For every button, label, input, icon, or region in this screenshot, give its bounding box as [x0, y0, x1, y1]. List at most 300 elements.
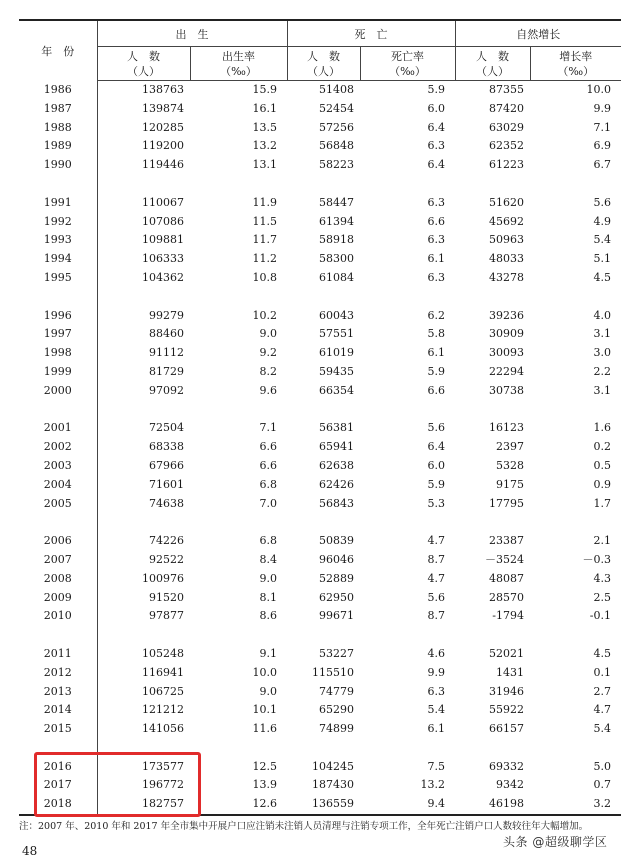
- birth-rate-cell: 8.4: [259, 552, 277, 566]
- spacer-cell: [19, 401, 97, 420]
- spacer-cell: [97, 288, 190, 307]
- birth-rate-header: 出生率 （‰）: [190, 47, 287, 81]
- growth-rate-cell: 2.2: [593, 364, 611, 378]
- spacer-cell: [190, 288, 287, 307]
- death-rate-cell: 6.4: [427, 440, 445, 454]
- year-cell: 1991: [19, 194, 97, 213]
- growth-rate-cell: 0.5: [593, 458, 611, 472]
- year-cell: 2012: [19, 664, 97, 683]
- births-cell: 107086: [142, 214, 184, 228]
- births-cell: 109881: [142, 233, 184, 247]
- birth-rate-cell: 13.5: [252, 120, 277, 134]
- growth-rate-header: 增长率 （‰）: [530, 47, 621, 81]
- spacer-cell: [19, 175, 97, 194]
- deaths-cell: 62950: [319, 590, 354, 604]
- death-rate-cell: 6.0: [427, 101, 445, 115]
- spacer-cell: [287, 175, 360, 194]
- table-row: [19, 758, 621, 777]
- deaths-cell: 51408: [319, 83, 354, 96]
- growth-cell: 5328: [496, 458, 524, 472]
- page-number: 48: [22, 844, 38, 858]
- spacer-cell: [360, 739, 455, 758]
- growth-cell: 61223: [489, 158, 524, 172]
- table-row: [19, 269, 621, 288]
- births-cell: 116941: [142, 665, 184, 679]
- deaths-cell: 56848: [319, 139, 354, 153]
- growth-rate-cell: 3.1: [593, 383, 611, 397]
- table-row: [19, 664, 621, 683]
- table-row: [19, 100, 621, 119]
- spacer-cell: [360, 513, 455, 532]
- growth-cell: 45692: [489, 214, 524, 228]
- death-rate-cell: 6.1: [427, 252, 445, 266]
- growth-cell: 87355: [489, 83, 524, 96]
- year-cell: 1995: [19, 269, 97, 288]
- spacer-cell: [287, 401, 360, 420]
- death-rate-cell: 5.4: [427, 703, 445, 717]
- year-cell: 1996: [19, 307, 97, 326]
- births-cell: 104362: [142, 270, 184, 284]
- growth-cell: 28570: [489, 590, 524, 604]
- year-cell: 2009: [19, 589, 97, 608]
- growth-cell: 17795: [489, 496, 524, 510]
- births-cell: 68338: [149, 440, 184, 454]
- births-cell: 67966: [149, 458, 184, 472]
- growth-cell: 9175: [496, 477, 524, 491]
- year-cell: 2013: [19, 683, 97, 702]
- death-rate-cell: 5.3: [427, 496, 445, 510]
- table-row: [19, 776, 621, 795]
- birth-rate-cell: 11.2: [252, 252, 277, 266]
- death-rate-cell: 6.6: [427, 383, 445, 397]
- growth-rate-cell: -0.1: [589, 609, 611, 623]
- death-rate-cell: 9.4: [427, 797, 445, 811]
- birth-rate-cell: 10.8: [252, 270, 277, 284]
- deaths-cell: 59435: [319, 364, 354, 378]
- deaths-cell: 66354: [319, 383, 354, 397]
- growth-rate-cell: 4.5: [593, 270, 611, 284]
- death-rate-cell: 6.4: [427, 120, 445, 134]
- birth-rate-cell: 13.2: [252, 139, 277, 153]
- spacer-cell: [97, 175, 190, 194]
- year-cell: 1998: [19, 344, 97, 363]
- table-row: [19, 438, 621, 457]
- births-cell: 97877: [149, 609, 184, 623]
- deaths-cell: 61019: [319, 346, 354, 360]
- deaths-cell: 52454: [319, 101, 354, 115]
- deaths-cell: 58447: [319, 195, 354, 209]
- spacer-cell: [19, 288, 97, 307]
- spacer-cell: [360, 401, 455, 420]
- death-rate-cell: 5.6: [427, 590, 445, 604]
- deaths-cell: 62426: [319, 477, 354, 491]
- growth-rate-cell: 5.1: [593, 252, 611, 266]
- birth-rate-cell: 6.8: [259, 534, 277, 548]
- table-row: [19, 119, 621, 138]
- deaths-cell: 115510: [312, 665, 354, 679]
- spacer-cell: [530, 513, 621, 532]
- table-row: [19, 589, 621, 608]
- death-rate-cell: 4.7: [427, 571, 445, 585]
- birth-rate-cell: 9.1: [259, 646, 277, 660]
- death-rate-cell: 6.3: [427, 270, 445, 284]
- births-cell: 138763: [142, 83, 184, 96]
- growth-rate-cell: 5.0: [593, 759, 611, 773]
- year-cell: 2000: [19, 382, 97, 401]
- year-cell: 1990: [19, 156, 97, 175]
- year-cell: 1988: [19, 119, 97, 138]
- year-cell: 2006: [19, 532, 97, 551]
- birth-rate-cell: 9.0: [259, 327, 277, 341]
- table-row: [19, 720, 621, 739]
- year-cell: 1997: [19, 325, 97, 344]
- deaths-cell: 58300: [319, 252, 354, 266]
- growth-cell: 48033: [489, 252, 524, 266]
- year-cell: 2005: [19, 495, 97, 514]
- spacer-cell: [97, 626, 190, 645]
- growth-cell: 22294: [489, 364, 524, 378]
- births-cell: 92522: [149, 552, 184, 566]
- deaths-group-header: 死 亡: [287, 20, 455, 47]
- deaths-cell: 74779: [319, 684, 354, 698]
- growth-rate-cell: 6.7: [593, 158, 611, 172]
- growth-cell: 52021: [489, 646, 524, 660]
- growth-rate-cell: 5.4: [593, 233, 611, 247]
- birth-rate-cell: 6.8: [259, 477, 277, 491]
- births-cell: 119446: [142, 158, 184, 172]
- spacer-cell: [190, 175, 287, 194]
- deaths-cell: 61084: [319, 270, 354, 284]
- death-rate-cell: 5.8: [427, 327, 445, 341]
- year-cell: 2014: [19, 701, 97, 720]
- births-cell: 99279: [149, 308, 184, 322]
- deaths-cell: 57551: [319, 327, 354, 341]
- birth-rate-cell: 16.1: [252, 101, 277, 115]
- growth-rate-cell: 2.7: [593, 684, 611, 698]
- table-row: [19, 476, 621, 495]
- growth-rate-cell: 5.6: [593, 195, 611, 209]
- deaths-cell: 56843: [319, 496, 354, 510]
- birth-rate-cell: 8.2: [259, 364, 277, 378]
- spacer-cell: [97, 739, 190, 758]
- year-cell: 1994: [19, 250, 97, 269]
- growth-rate-cell: 4.7: [593, 703, 611, 717]
- birth-rate-cell: 15.9: [252, 83, 277, 96]
- growth-rate-cell: 4.3: [593, 571, 611, 585]
- birth-rate-cell: 6.6: [259, 458, 277, 472]
- spacer-cell: [530, 626, 621, 645]
- birth-rate-cell: 7.1: [259, 421, 277, 435]
- growth-cell: -1794: [492, 609, 524, 623]
- births-cell: 106725: [142, 684, 184, 698]
- spacer-cell: [190, 739, 287, 758]
- death-rate-cell: 6.3: [427, 684, 445, 698]
- growth-rate-cell: 2.5: [593, 590, 611, 604]
- growth-cell: 87420: [489, 101, 524, 115]
- growth-cell: 50963: [489, 233, 524, 247]
- births-group-header: 出 生: [97, 20, 287, 47]
- death-rate-cell: 8.7: [427, 552, 445, 566]
- table-row: [19, 81, 621, 100]
- births-cell: 91520: [149, 590, 184, 604]
- year-cell: 1989: [19, 137, 97, 156]
- birth-rate-cell: 11.9: [252, 195, 277, 209]
- group-spacer: [19, 175, 621, 194]
- deaths-cell: 53227: [319, 646, 354, 660]
- table-row: [19, 363, 621, 382]
- growth-cell: 48087: [489, 571, 524, 585]
- growth-rate-cell: 3.2: [593, 797, 611, 811]
- spacer-cell: [190, 626, 287, 645]
- spacer-cell: [455, 626, 530, 645]
- deaths-cell: 61394: [319, 214, 354, 228]
- table-row: [19, 344, 621, 363]
- table-row: [19, 231, 621, 250]
- table-row: [19, 213, 621, 232]
- spacer-cell: [360, 175, 455, 194]
- year-cell: 2011: [19, 645, 97, 664]
- growth-cell: 30909: [489, 327, 524, 341]
- growth-rate-cell: －0.3: [582, 552, 611, 566]
- death-rate-cell: 13.2: [420, 778, 445, 792]
- table-row: [19, 457, 621, 476]
- year-cell: 2016: [19, 758, 97, 777]
- birth-rate-cell: 8.1: [259, 590, 277, 604]
- births-cell: 196772: [142, 778, 184, 792]
- death-rate-cell: 4.6: [427, 646, 445, 660]
- year-cell: 1986: [19, 81, 97, 100]
- growth-cell: 30093: [489, 346, 524, 360]
- birth-rate-cell: 11.6: [252, 722, 277, 736]
- table-row: [19, 607, 621, 626]
- growth-rate-cell: 1.6: [593, 421, 611, 435]
- spacer-cell: [530, 739, 621, 758]
- growth-cell: 51620: [489, 195, 524, 209]
- births-cell: 100976: [142, 571, 184, 585]
- births-cell: 173577: [142, 759, 184, 773]
- table-row: [19, 683, 621, 702]
- births-cell: 72504: [149, 421, 184, 435]
- growth-cell: 31946: [489, 684, 524, 698]
- growth-cell: 66157: [489, 722, 524, 736]
- spacer-cell: [97, 513, 190, 532]
- growth-cell: 63029: [489, 120, 524, 134]
- death-rate-cell: 6.3: [427, 195, 445, 209]
- deaths-cell: 99671: [319, 609, 354, 623]
- deaths-cell: 136559: [312, 797, 354, 811]
- births-cell: 110067: [142, 195, 184, 209]
- growth-rate-cell: 2.1: [593, 534, 611, 548]
- birth-rate-cell: 10.0: [252, 665, 277, 679]
- deaths-count-header: 人 数 （人）: [287, 47, 360, 81]
- birth-rate-cell: 7.0: [259, 496, 277, 510]
- table-row: [19, 570, 621, 589]
- growth-cell: 16123: [489, 421, 524, 435]
- births-cell: 141056: [142, 722, 184, 736]
- births-cell: 71601: [149, 477, 184, 491]
- deaths-cell: 57256: [319, 120, 354, 134]
- natural-growth-group-header: 自然增长: [455, 20, 621, 47]
- table-row: [19, 532, 621, 551]
- year-cell: 2003: [19, 457, 97, 476]
- table-row: [19, 645, 621, 664]
- spacer-cell: [287, 739, 360, 758]
- growth-rate-cell: 4.9: [593, 214, 611, 228]
- spacer-cell: [530, 175, 621, 194]
- birth-rate-cell: 13.1: [252, 158, 277, 172]
- death-rate-cell: 6.3: [427, 139, 445, 153]
- growth-rate-cell: 4.0: [593, 308, 611, 322]
- table-row: [19, 325, 621, 344]
- group-spacer: [19, 739, 621, 758]
- table-row: [19, 795, 621, 815]
- year-cell: 2008: [19, 570, 97, 589]
- birth-rate-cell: 12.5: [252, 759, 277, 773]
- table-row: [19, 137, 621, 156]
- growth-cell: 9342: [496, 778, 524, 792]
- deaths-cell: 187430: [312, 778, 354, 792]
- spacer-cell: [455, 401, 530, 420]
- growth-cell: 30738: [489, 383, 524, 397]
- year-cell: 2017: [19, 776, 97, 795]
- year-cell: 2004: [19, 476, 97, 495]
- deaths-cell: 50839: [319, 534, 354, 548]
- death-rate-cell: 5.9: [427, 477, 445, 491]
- births-cell: 81729: [149, 364, 184, 378]
- footnote: 注：2007 年、2010 年和 2017 年全市集中开展户口应注销未注销人员清理与注销专项工作，全年死亡注销户口人数较往年大幅增加。: [19, 821, 589, 832]
- deaths-cell: 56381: [319, 421, 354, 435]
- birth-rate-cell: 13.9: [252, 778, 277, 792]
- spacer-cell: [287, 513, 360, 532]
- birth-rate-cell: 9.0: [259, 571, 277, 585]
- deaths-cell: 52889: [319, 571, 354, 585]
- table-body: [19, 81, 621, 816]
- births-cell: 106333: [142, 252, 184, 266]
- growth-cell: 39236: [489, 308, 524, 322]
- growth-cell: 1431: [496, 665, 524, 679]
- spacer-cell: [455, 513, 530, 532]
- year-cell: 2010: [19, 607, 97, 626]
- deaths-cell: 58223: [319, 158, 354, 172]
- growth-cell: 69332: [489, 759, 524, 773]
- deaths-cell: 74899: [319, 722, 354, 736]
- births-cell: 119200: [142, 139, 184, 153]
- death-rate-header: 死亡率 （‰）: [360, 47, 455, 81]
- death-rate-cell: 6.4: [427, 158, 445, 172]
- group-spacer: [19, 626, 621, 645]
- spacer-cell: [455, 175, 530, 194]
- deaths-cell: 60043: [319, 308, 354, 322]
- year-cell: 2015: [19, 720, 97, 739]
- year-cell: 2002: [19, 438, 97, 457]
- year-cell: 2001: [19, 419, 97, 438]
- birth-rate-cell: 9.0: [259, 684, 277, 698]
- spacer-cell: [190, 513, 287, 532]
- death-rate-cell: 5.9: [427, 83, 445, 96]
- table-row: [19, 250, 621, 269]
- deaths-cell: 65290: [319, 703, 354, 717]
- growth-rate-cell: 0.2: [593, 440, 611, 454]
- death-rate-cell: 6.3: [427, 233, 445, 247]
- birth-rate-cell: 12.6: [252, 797, 277, 811]
- deaths-cell: 58918: [319, 233, 354, 247]
- birth-rate-cell: 10.2: [252, 308, 277, 322]
- growth-count-header: 人 数 （人）: [455, 47, 530, 81]
- year-cell: 1993: [19, 231, 97, 250]
- growth-rate-cell: 4.5: [593, 646, 611, 660]
- births-cell: 120285: [142, 120, 184, 134]
- spacer-cell: [360, 626, 455, 645]
- spacer-cell: [190, 401, 287, 420]
- table-row: [19, 382, 621, 401]
- growth-cell: －3524: [485, 552, 524, 566]
- death-rate-cell: 6.0: [427, 458, 445, 472]
- spacer-cell: [287, 288, 360, 307]
- growth-cell: 23387: [489, 534, 524, 548]
- spacer-cell: [455, 288, 530, 307]
- growth-rate-cell: 3.1: [593, 327, 611, 341]
- spacer-cell: [19, 626, 97, 645]
- birth-rate-cell: 11.7: [252, 233, 277, 247]
- birth-rate-cell: 8.6: [259, 609, 277, 623]
- group-spacer: [19, 401, 621, 420]
- death-rate-cell: 8.7: [427, 609, 445, 623]
- growth-rate-cell: 5.4: [593, 722, 611, 736]
- births-count-header: 人 数 （人）: [97, 47, 190, 81]
- spacer-cell: [530, 288, 621, 307]
- births-cell: 91112: [149, 346, 184, 360]
- growth-rate-cell: 10.0: [586, 83, 611, 96]
- year-cell: 1992: [19, 213, 97, 232]
- spacer-cell: [19, 513, 97, 532]
- year-cell: 2018: [19, 795, 97, 815]
- spacer-cell: [97, 401, 190, 420]
- growth-rate-cell: 7.1: [593, 120, 611, 134]
- death-rate-cell: 9.9: [427, 665, 445, 679]
- death-rate-cell: 6.1: [427, 722, 445, 736]
- births-cell: 74638: [149, 496, 184, 510]
- births-cell: 182757: [142, 797, 184, 811]
- growth-cell: 62352: [489, 139, 524, 153]
- growth-cell: 46198: [489, 797, 524, 811]
- growth-cell: 55922: [489, 703, 524, 717]
- year-cell: 2007: [19, 551, 97, 570]
- year-header: 年 份: [19, 20, 97, 81]
- growth-rate-cell: 0.9: [593, 477, 611, 491]
- growth-rate-cell: 0.7: [593, 778, 611, 792]
- spacer-cell: [530, 401, 621, 420]
- table-row: [19, 307, 621, 326]
- deaths-cell: 62638: [319, 458, 354, 472]
- death-rate-cell: 4.7: [427, 534, 445, 548]
- births-cell: 139874: [142, 101, 184, 115]
- birth-rate-cell: 6.6: [259, 440, 277, 454]
- group-spacer: [19, 513, 621, 532]
- population-stats-table: [19, 19, 621, 816]
- year-cell: 1987: [19, 100, 97, 119]
- births-cell: 121212: [142, 703, 184, 717]
- table-row: [19, 701, 621, 720]
- death-rate-cell: 5.9: [427, 364, 445, 378]
- table-row: [19, 419, 621, 438]
- spacer-cell: [455, 739, 530, 758]
- table-row: [19, 156, 621, 175]
- table-row: [19, 551, 621, 570]
- growth-rate-cell: 0.1: [593, 665, 611, 679]
- birth-rate-cell: 11.5: [252, 214, 277, 228]
- spacer-cell: [19, 739, 97, 758]
- death-rate-cell: 6.6: [427, 214, 445, 228]
